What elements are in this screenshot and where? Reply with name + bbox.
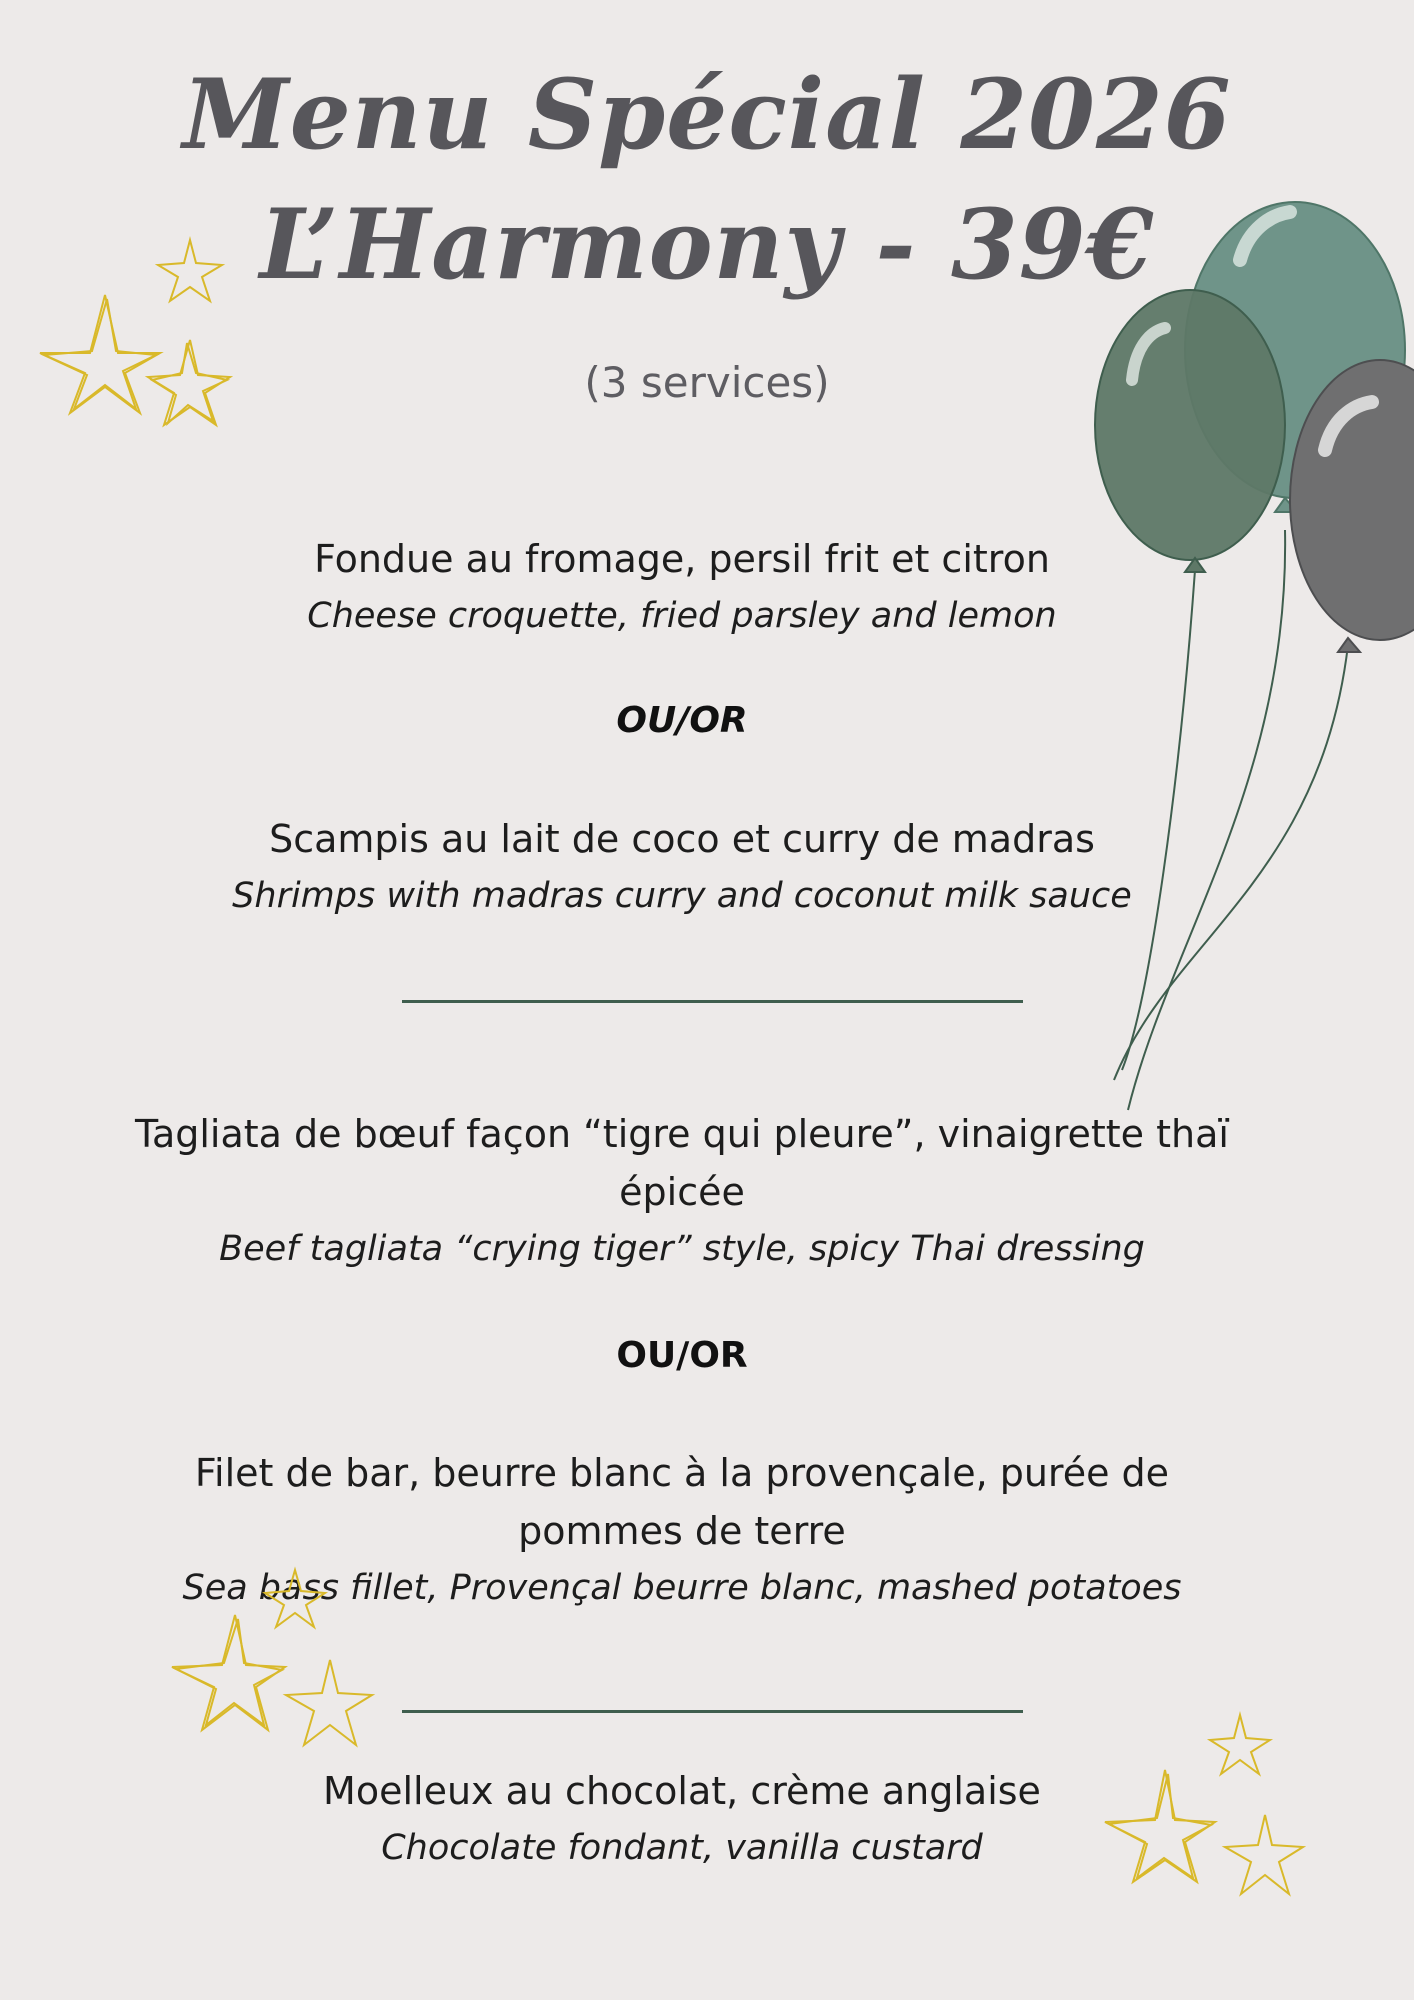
starter-1: [130, 530, 1234, 644]
dish-name-fr: Fondue au fromage, persil frit et citron: [314, 537, 1050, 581]
dish-name-en: Sea bass fillet, Provençal beurre blanc, mashed potatoes: [182, 1568, 1182, 1608]
menu-title: Menu Spécial 2026: [182, 58, 1232, 171]
stars-icon: [30, 235, 270, 445]
dish-name-fr: Scampis au lait de coco et curry de madras: [269, 817, 1095, 861]
dish-name-en: Beef tagliata “crying tiger” style, spicy Thai dressing: [219, 1229, 1145, 1269]
menu-title-price: L’Harmony - 39€: [259, 188, 1155, 301]
section-divider: [402, 1710, 1023, 1713]
dish-name-en: Chocolate fondant, vanilla custard: [381, 1828, 983, 1868]
starter-2: [130, 810, 1234, 924]
dish-name-en: Cheese croquette, fried parsley and lemon: [307, 596, 1057, 636]
stars-icon: [160, 1565, 400, 1765]
dish-name-fr: Filet de bar, beurre blanc à la provençale, purée de pommes de terre: [194, 1451, 1170, 1553]
menu-subtitle: (3 services): [584, 358, 830, 407]
or-separator: OU/OR: [616, 1335, 748, 1376]
section-divider: [402, 1000, 1023, 1003]
dish-name-fr: Tagliata de bœuf façon “tigre qui pleure”, vinaigrette thaï épicée: [135, 1112, 1229, 1214]
stars-icon: [1095, 1710, 1335, 1920]
or-separator: OU/OR: [616, 700, 748, 741]
dish-name-en: Shrimps with madras curry and coconut milk sauce: [232, 876, 1132, 916]
main-1: [130, 1105, 1234, 1277]
dessert: [130, 1762, 1234, 1876]
dish-name-fr: Moelleux au chocolat, crème anglaise: [323, 1769, 1041, 1813]
balloons-icon: [1090, 180, 1414, 1120]
